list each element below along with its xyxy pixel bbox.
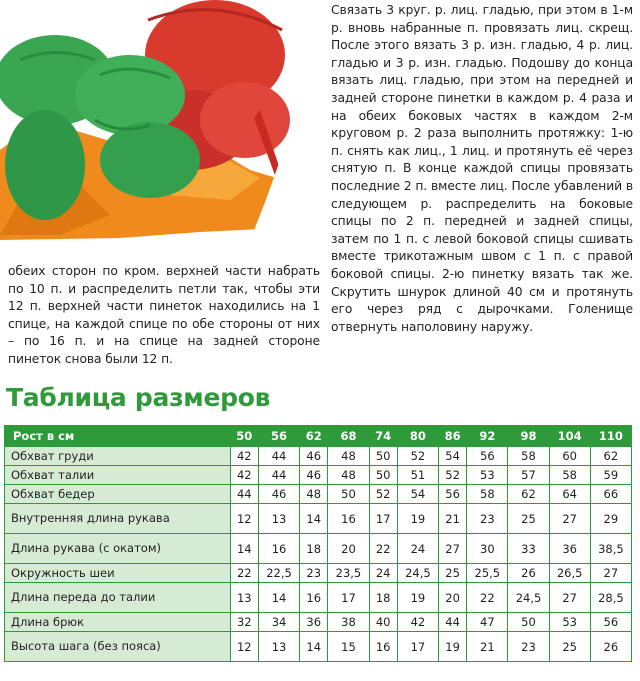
table-row [5, 534, 632, 564]
table-cell: 14 [230, 534, 258, 564]
table-cell: 21 [467, 632, 508, 662]
table-cell: 26 [590, 632, 631, 662]
table-cell: 32 [230, 613, 258, 632]
table-cell: 23 [300, 564, 328, 583]
table-cell: 44 [230, 485, 258, 504]
table-cell: 44 [438, 613, 466, 632]
table-cell: 13 [258, 632, 299, 662]
table-row [5, 485, 632, 504]
table-cell: 54 [438, 447, 466, 466]
table-cell: 14 [300, 632, 328, 662]
table-cell: 24,5 [508, 583, 549, 613]
height-column-header: 98 [508, 426, 549, 447]
table-cell: 16 [300, 583, 328, 613]
table-cell: 54 [397, 485, 438, 504]
table-cell: 50 [369, 466, 397, 485]
table-cell: 19 [397, 504, 438, 534]
table-cell: 30 [467, 534, 508, 564]
table-cell: 19 [397, 583, 438, 613]
table-cell: 22 [467, 583, 508, 613]
height-column-header: 56 [258, 426, 299, 447]
table-cell: 40 [369, 613, 397, 632]
table-cell: 52 [438, 466, 466, 485]
booties-photo [0, 0, 320, 240]
table-cell: 14 [258, 583, 299, 613]
row-label: Окружность шеи [5, 564, 231, 583]
table-cell: 52 [397, 447, 438, 466]
height-column-header: 80 [397, 426, 438, 447]
knitted-booties-illustration [0, 0, 320, 240]
table-cell: 24 [369, 564, 397, 583]
table-cell: 12 [230, 504, 258, 534]
table-cell: 29 [590, 504, 631, 534]
table-cell: 14 [300, 504, 328, 534]
table-cell: 19 [438, 632, 466, 662]
table-cell: 27 [549, 583, 590, 613]
row-label: Высота шага (без пояса) [5, 632, 231, 662]
table-cell: 17 [397, 632, 438, 662]
table-cell: 44 [258, 466, 299, 485]
table-cell: 44 [258, 447, 299, 466]
table-cell: 46 [300, 447, 328, 466]
height-column-header: 110 [590, 426, 631, 447]
table-cell: 27 [590, 564, 631, 583]
table-cell: 50 [508, 613, 549, 632]
table-cell: 13 [258, 504, 299, 534]
table-cell: 38,5 [590, 534, 631, 564]
table-cell: 48 [300, 485, 328, 504]
size-table [4, 425, 632, 662]
table-cell: 42 [230, 466, 258, 485]
table-cell: 48 [328, 466, 369, 485]
table-cell: 20 [328, 534, 369, 564]
row-label: Обхват бедер [5, 485, 231, 504]
row-label: Длина брюк [5, 613, 231, 632]
table-cell: 62 [508, 485, 549, 504]
table-cell: 16 [369, 632, 397, 662]
table-cell: 16 [258, 534, 299, 564]
table-cell: 46 [258, 485, 299, 504]
table-cell: 42 [397, 613, 438, 632]
height-column-header: 50 [230, 426, 258, 447]
table-row [5, 613, 632, 632]
table-cell: 36 [549, 534, 590, 564]
table-cell: 64 [549, 485, 590, 504]
table-cell: 22 [230, 564, 258, 583]
table-cell: 47 [467, 613, 508, 632]
height-column-header: 74 [369, 426, 397, 447]
table-cell: 13 [230, 583, 258, 613]
table-cell: 25 [438, 564, 466, 583]
table-row [5, 632, 632, 662]
table-cell: 50 [328, 485, 369, 504]
table-cell: 27 [549, 504, 590, 534]
row-label: Обхват груди [5, 447, 231, 466]
table-cell: 18 [369, 583, 397, 613]
table-cell: 50 [369, 447, 397, 466]
table-cell: 38 [328, 613, 369, 632]
table-cell: 53 [467, 466, 508, 485]
height-column-header: 68 [328, 426, 369, 447]
table-row [5, 583, 632, 613]
row-label: Длина переда до талии [5, 583, 231, 613]
table-cell: 23,5 [328, 564, 369, 583]
table-cell: 22 [369, 534, 397, 564]
table-cell: 25 [549, 632, 590, 662]
table-row [5, 447, 632, 466]
row-label: Обхват талии [5, 466, 231, 485]
table-cell: 46 [300, 466, 328, 485]
size-table-header-row [5, 426, 632, 447]
table-cell: 23 [467, 504, 508, 534]
instructions-right-column: Связать 3 круг. р. лиц. гладью, при этом в 1-м р. вновь набранные п. провязать лиц. скрещ. После этого вязать 3 р. изн. гладью, 4 р. лиц. гладью и 3 р. изн. гладью. Подошву до конца вязать лиц. гладью, при этом на передней и задней стороне пинетки в каждом р. 4 раза и на обеих боковых частях в каждом 2-м круговом р. 2 раза выполнить протяжку: 1-ю п. снять как лиц., 1 лиц. и протянуть её через снятую п. В конце каждой спицы провязать последние 2 п. вместе лиц. После убавлений в следующем р. распределить на боковые спицы по 2 п. передней и задней спицы, затем по 1 п. с левой боковой спицы сшивать вместе трикотажным швом с 1 п. с правой боковой спицы. 2-ю пинетку вязать так же. Скрутить шнурок длиной 40 см и протянуть его через ряд с дырочками. Голенище отвернуть наполовину наружу. [331, 3, 633, 334]
table-cell: 56 [467, 447, 508, 466]
row-label: Внутренняя длина рукава [5, 504, 231, 534]
table-row [5, 504, 632, 534]
table-cell: 15 [328, 632, 369, 662]
table-cell: 53 [549, 613, 590, 632]
table-cell: 24 [397, 534, 438, 564]
table-cell: 52 [369, 485, 397, 504]
table-cell: 36 [300, 613, 328, 632]
instructions-left-column: обеих сторон по кром. верхней части набрать по 10 п. и распределить петли так, чтобы эти 12 п. верхней части пинеток находились на 1 спице, на каждой спице по обе стороны от них – по 16 п. и на спице на задней стороне пинеток снова были 12 п. [8, 264, 320, 366]
table-cell: 58 [549, 466, 590, 485]
table-cell: 56 [438, 485, 466, 504]
table-cell: 25 [508, 504, 549, 534]
table-cell: 51 [397, 466, 438, 485]
table-cell: 56 [590, 613, 631, 632]
table-cell: 33 [508, 534, 549, 564]
table-cell: 27 [438, 534, 466, 564]
row-label: Длина рукава (с окатом) [5, 534, 231, 564]
table-cell: 62 [590, 447, 631, 466]
size-table-body [5, 447, 632, 662]
table-cell: 23 [508, 632, 549, 662]
table-row [5, 466, 632, 485]
table-cell: 34 [258, 613, 299, 632]
table-cell: 17 [369, 504, 397, 534]
table-cell: 26 [508, 564, 549, 583]
table-cell: 59 [590, 466, 631, 485]
table-cell: 17 [328, 583, 369, 613]
table-cell: 48 [328, 447, 369, 466]
table-cell: 16 [328, 504, 369, 534]
table-cell: 20 [438, 583, 466, 613]
table-cell: 21 [438, 504, 466, 534]
table-cell: 12 [230, 632, 258, 662]
height-column-header: 92 [467, 426, 508, 447]
table-cell: 60 [549, 447, 590, 466]
height-column-header: 86 [438, 426, 466, 447]
table-cell: 22,5 [258, 564, 299, 583]
table-cell: 57 [508, 466, 549, 485]
table-cell: 25,5 [467, 564, 508, 583]
height-column-header: 62 [300, 426, 328, 447]
table-cell: 66 [590, 485, 631, 504]
table-row [5, 564, 632, 583]
table-cell: 28,5 [590, 583, 631, 613]
height-header: Рост в см [5, 426, 231, 447]
height-column-header: 104 [549, 426, 590, 447]
table-cell: 24,5 [397, 564, 438, 583]
table-cell: 42 [230, 447, 258, 466]
table-cell: 58 [467, 485, 508, 504]
table-cell: 58 [508, 447, 549, 466]
table-cell: 18 [300, 534, 328, 564]
table-cell: 26,5 [549, 564, 590, 583]
size-table-title: Таблица размеров [6, 383, 271, 412]
